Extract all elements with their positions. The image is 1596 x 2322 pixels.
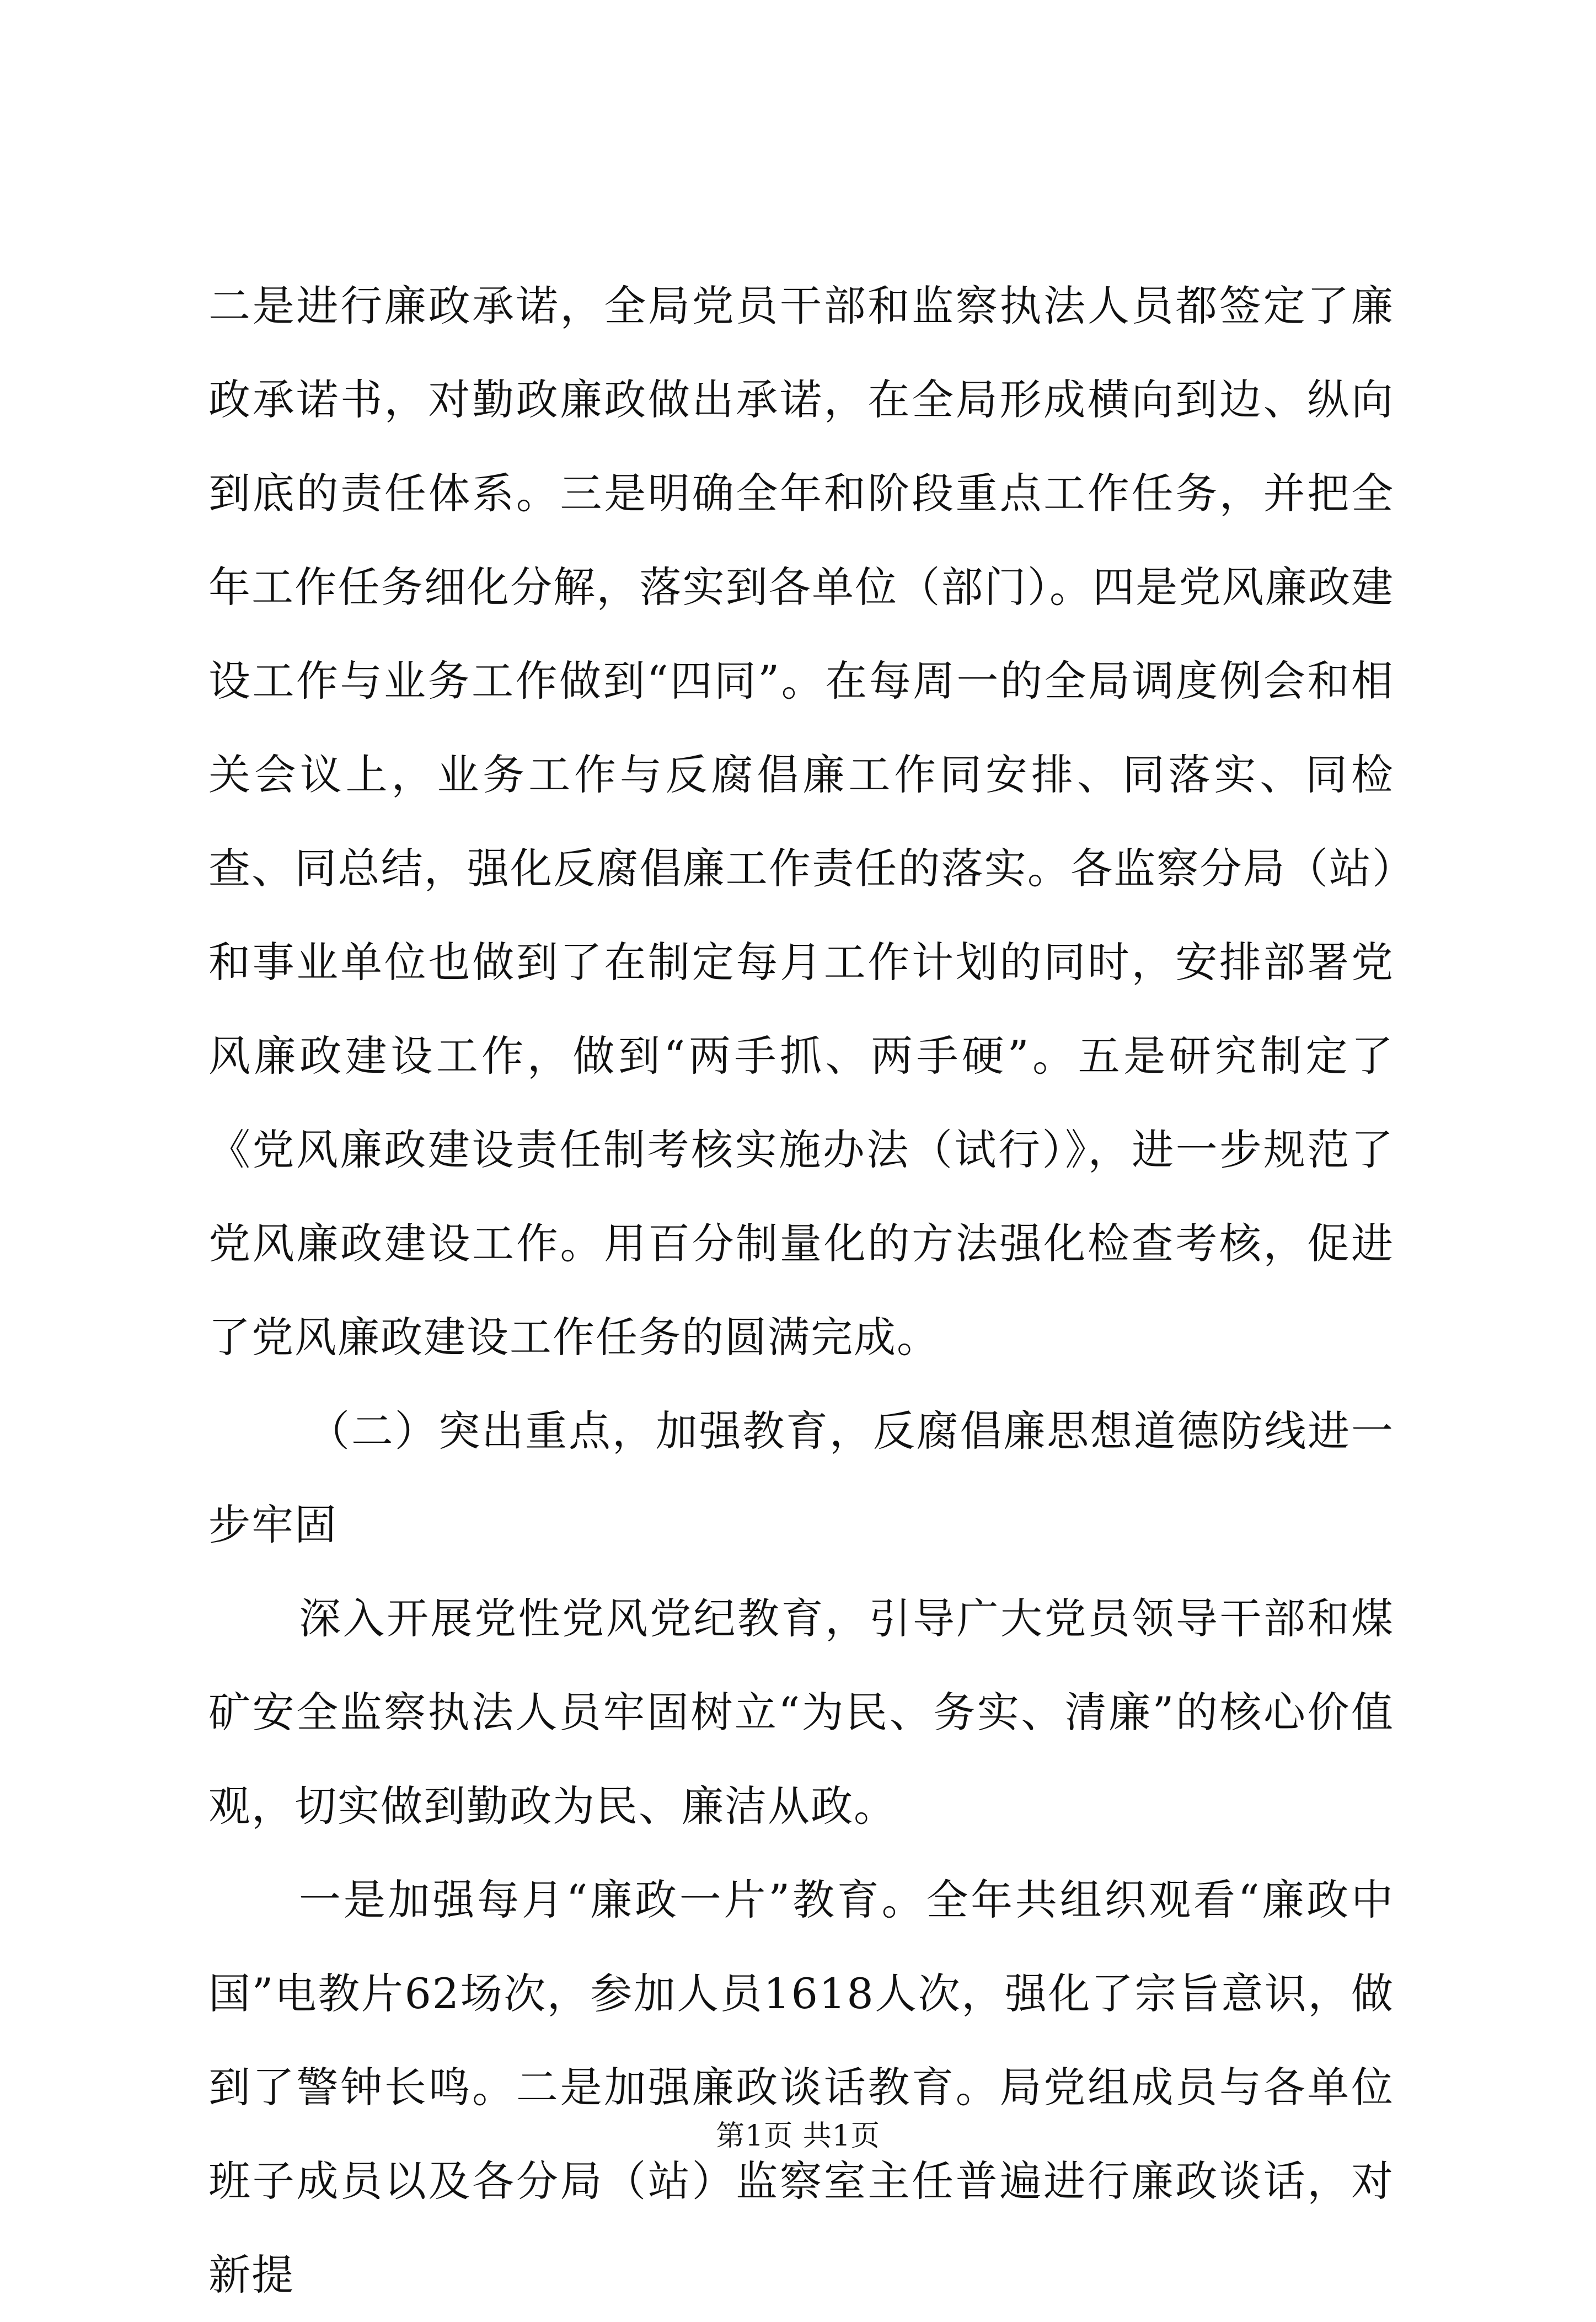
page-number-footer: 第1页 共1页 [716, 2120, 880, 2153]
document-body [208, 259, 1394, 2322]
section-heading-education: （二）突出重点，加强教育，反腐倡廉思想道德防线进一步牢固 [208, 1406, 1394, 1549]
paragraph-responsibility: 二是进行廉政承诺，全局党员干部和监察执法人员都签定了廉政承诺书，对勤政廉政做出承诺，在全局形成横向到边、纵向到底的责任体系。三是明确全年和阶段重点工作任务，并把全年工作任务细化分解，落实到各单位（部门）。四是党风廉政建设工作与业务工作做到“四同”。在每周一的全局调度例会和相关会议上，业务工作与反腐倡廉工作同安排、同落实、同检查、同总结，强化反腐倡廉工作责任的落实。各监察分局（站）和事业单位也做到了在制定每月工作计划的同时，安排部署党风廉政建设工作，做到“两手抓、两手硬”。五是研究制定了《党风廉政建设责任制考核实施办法（试行）》，进一步规范了党风廉政建设工作。用百分制量化的方法强化检查考核，促进了党风廉政建设工作任务的圆满完成。 [208, 281, 1394, 1362]
paragraph-education-intro: 深入开展党性党风党纪教育，引导广大党员领导干部和煤矿安全监察执法人员牢固树立“为民、务实、清廉”的核心价值观，切实做到勤政为民、廉洁从政。 [208, 1594, 1394, 1831]
paragraph-education-details: 一是加强每月“廉政一片”教育。全年共组织观看“廉政中国”电教片62场次，参加人员1618人次，强化了宗旨意识，做到了警钟长鸣。二是加强廉政谈话教育。局党组成员与各单位班子成员以及各分局（站）监察室主任普遍进行廉政谈话，对新提 [208, 1875, 1394, 2299]
